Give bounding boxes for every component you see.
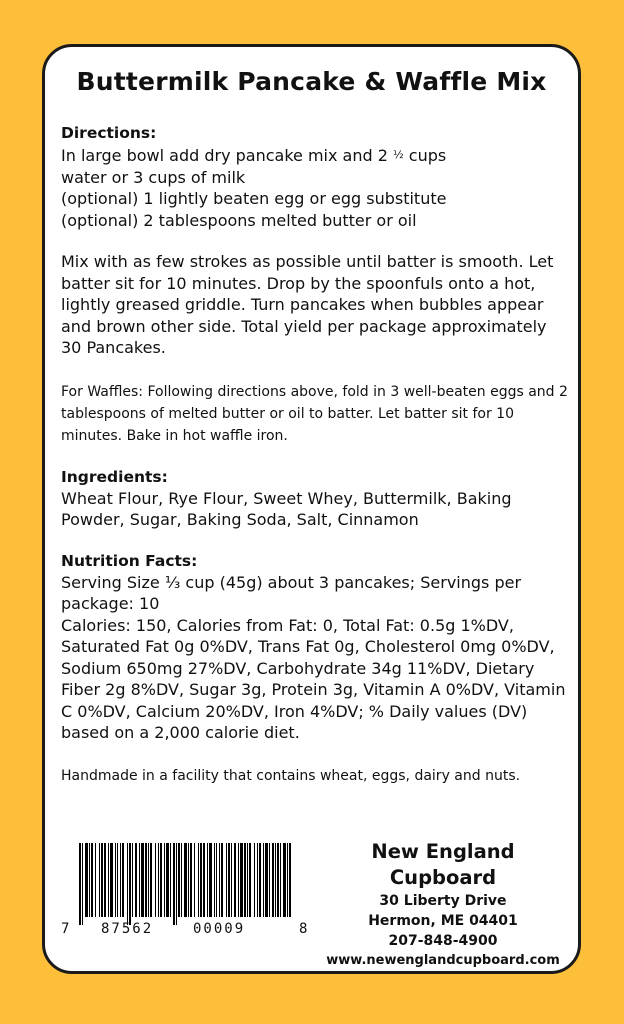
- barcode-bar: [89, 843, 90, 917]
- company-block: [319, 839, 567, 971]
- mixing-instructions: Mix with as few strokes as possible until batter is smooth. Let batter sit for 10 minutes. Drop by the spoonfuls onto a hot, lightly greased griddle. Turn pancakes when bubbles appear and brown other side. Total yield per package approximately 30 Pancakes.: [61, 252, 554, 357]
- barcode-bar: [277, 843, 279, 917]
- barcode-bar: [221, 843, 223, 917]
- barcode-bar: [127, 843, 128, 925]
- barcode-bar: [287, 843, 288, 917]
- barcode-bar: [141, 843, 144, 917]
- company-website: www.newenglandcupboard.com: [326, 953, 560, 968]
- label-card: [42, 44, 581, 974]
- barcode-bars: [79, 843, 293, 925]
- barcode-bar: [209, 843, 212, 917]
- barcode-bar: [79, 843, 81, 925]
- barcode-bar: [280, 843, 281, 917]
- serving-rest: cup (45g) about 3 pancakes; Servings per package: 10: [61, 572, 522, 613]
- barcode-bar: [254, 843, 255, 917]
- barcode-bar: [269, 843, 270, 917]
- barcode-bar: [200, 843, 202, 917]
- ingredients-list: Wheat Flour, Rye Flour, Sweet Whey, Buttermilk, Baking Powder, Sugar, Baking Soda, Salt, Cinnamon: [61, 488, 512, 529]
- barcode-bar: [228, 843, 230, 917]
- barcode-bar: [226, 843, 227, 917]
- barcode-bar: [289, 843, 291, 917]
- barcode-bar: [184, 843, 187, 917]
- barcode-bar: [139, 843, 140, 917]
- directions-line-2: water or 3 cups of milk: [61, 167, 246, 187]
- barcode-digits-left: 87562: [101, 921, 154, 937]
- label-content: [61, 123, 568, 800]
- company-city: Hermon, ME 04401: [368, 913, 518, 929]
- barcode-bar: [145, 843, 147, 917]
- barcode-bar: [91, 843, 93, 917]
- barcode-bar: [283, 843, 286, 917]
- barcode-bar: [155, 843, 156, 917]
- directions-line-4: (optional) 2 tablespoons melted butter or oil: [61, 210, 417, 230]
- barcode-bar: [238, 843, 239, 917]
- barcode-bar: [203, 843, 205, 917]
- barcode-bar: [122, 843, 124, 917]
- barcode: [61, 843, 309, 938]
- barcode-bar: [247, 843, 248, 917]
- barcode-bar: [198, 843, 199, 917]
- barcode-bar: [181, 843, 182, 917]
- barcode-bar: [257, 843, 258, 917]
- barcode-bar: [117, 843, 118, 917]
- barcode-bar: [150, 843, 152, 917]
- barcode-bar: [101, 843, 103, 917]
- directions-line-3: (optional) 1 lightly beaten egg or egg substitute: [61, 189, 447, 208]
- barcode-bar: [176, 843, 177, 925]
- company-street: 30 Liberty Drive: [379, 893, 507, 909]
- cups-fraction: ½: [393, 148, 404, 161]
- barcode-bar: [275, 843, 276, 917]
- waffle-instructions: For Waffles: Following directions above, fold in 3 well-beaten eggs and 2 tablespoons of melted butter or oil to batter. Let batter sit for 10 minutes. Bake in hot waffle iron.: [61, 383, 568, 444]
- ingredients-heading: Ingredients:: [61, 467, 168, 486]
- barcode-bar: [115, 843, 116, 917]
- serving-fraction: ¹⁄₃: [164, 572, 181, 592]
- barcode-bar: [231, 843, 232, 917]
- barcode-bar: [85, 843, 88, 917]
- barcode-bar: [216, 843, 217, 917]
- barcode-bar: [158, 843, 159, 917]
- serving-size: [61, 572, 568, 615]
- barcode-bar: [135, 843, 137, 917]
- barcode-bar: [110, 843, 113, 917]
- directions-heading: Directions:: [61, 124, 157, 142]
- barcode-bar: [82, 843, 83, 925]
- nutrition-heading: Nutrition Facts:: [61, 551, 198, 570]
- barcode-digit-last: 8: [299, 921, 308, 937]
- barcode-bar: [104, 843, 106, 917]
- barcode-bar: [108, 843, 109, 917]
- barcode-bar: [95, 843, 96, 917]
- barcode-bar: [259, 843, 261, 917]
- barcode-bar: [166, 843, 169, 917]
- barcode-bar: [214, 843, 215, 917]
- barcode-bar: [265, 843, 268, 917]
- barcode-bar: [219, 843, 220, 917]
- barcode-bar: [272, 843, 274, 917]
- barcode-bar: [190, 843, 192, 917]
- nutrition-text: Calories: 150, Calories from Fat: 0, Total Fat: 0.5g 1%DV, Saturated Fat 0g 0%DV, Trans Fat 0g, Cholesterol 0mg 0%DV, Sodium 650mg 27%DV, Carbohydrate 34g 11%DV, Dietary Fiber 2g 8%DV, Sugar 3g, Protein 3g, Vitamin A 0%DV, Vitamin C 0%DV, Calcium 20%DV, Iron 4%DV; % Daily values (DV) based on a 2,000 calorie diet.: [61, 615, 566, 742]
- barcode-bar: [173, 843, 175, 925]
- product-title: Buttermilk Pancake & Waffle Mix: [76, 67, 547, 96]
- barcode-bar: [244, 843, 246, 917]
- serving-prefix: Serving Size: [61, 572, 160, 592]
- barcode-bar: [188, 843, 189, 917]
- barcode-bar: [148, 843, 149, 917]
- barcode-bar: [249, 843, 251, 917]
- directions-line-1: In large bowl add dry pancake mix and 2: [61, 146, 388, 165]
- barcode-bar: [194, 843, 195, 917]
- company-phone: 207-848-4900: [388, 933, 498, 949]
- barcode-bar: [178, 843, 180, 917]
- barcode-bar: [170, 843, 171, 917]
- barcode-bar: [164, 843, 165, 917]
- company-name: New England Cupboard: [371, 840, 515, 889]
- barcode-digit-first: 7: [61, 921, 70, 937]
- barcode-digits-right: 00009: [193, 921, 246, 937]
- barcode-bar: [234, 843, 236, 917]
- barcode-bar: [263, 843, 264, 917]
- barcode-bar: [240, 843, 243, 917]
- barcode-bar: [207, 843, 208, 917]
- directions-line: [61, 144, 568, 167]
- barcode-bar: [160, 843, 162, 917]
- barcode-bar: [129, 843, 131, 925]
- allergen-note: Handmade in a facility that contains wheat, eggs, dairy and nuts.: [61, 767, 521, 784]
- barcode-bar: [99, 843, 100, 917]
- barcode-bar: [120, 843, 121, 917]
- barcode-bar: [132, 843, 133, 917]
- cups-unit: cups: [408, 146, 447, 165]
